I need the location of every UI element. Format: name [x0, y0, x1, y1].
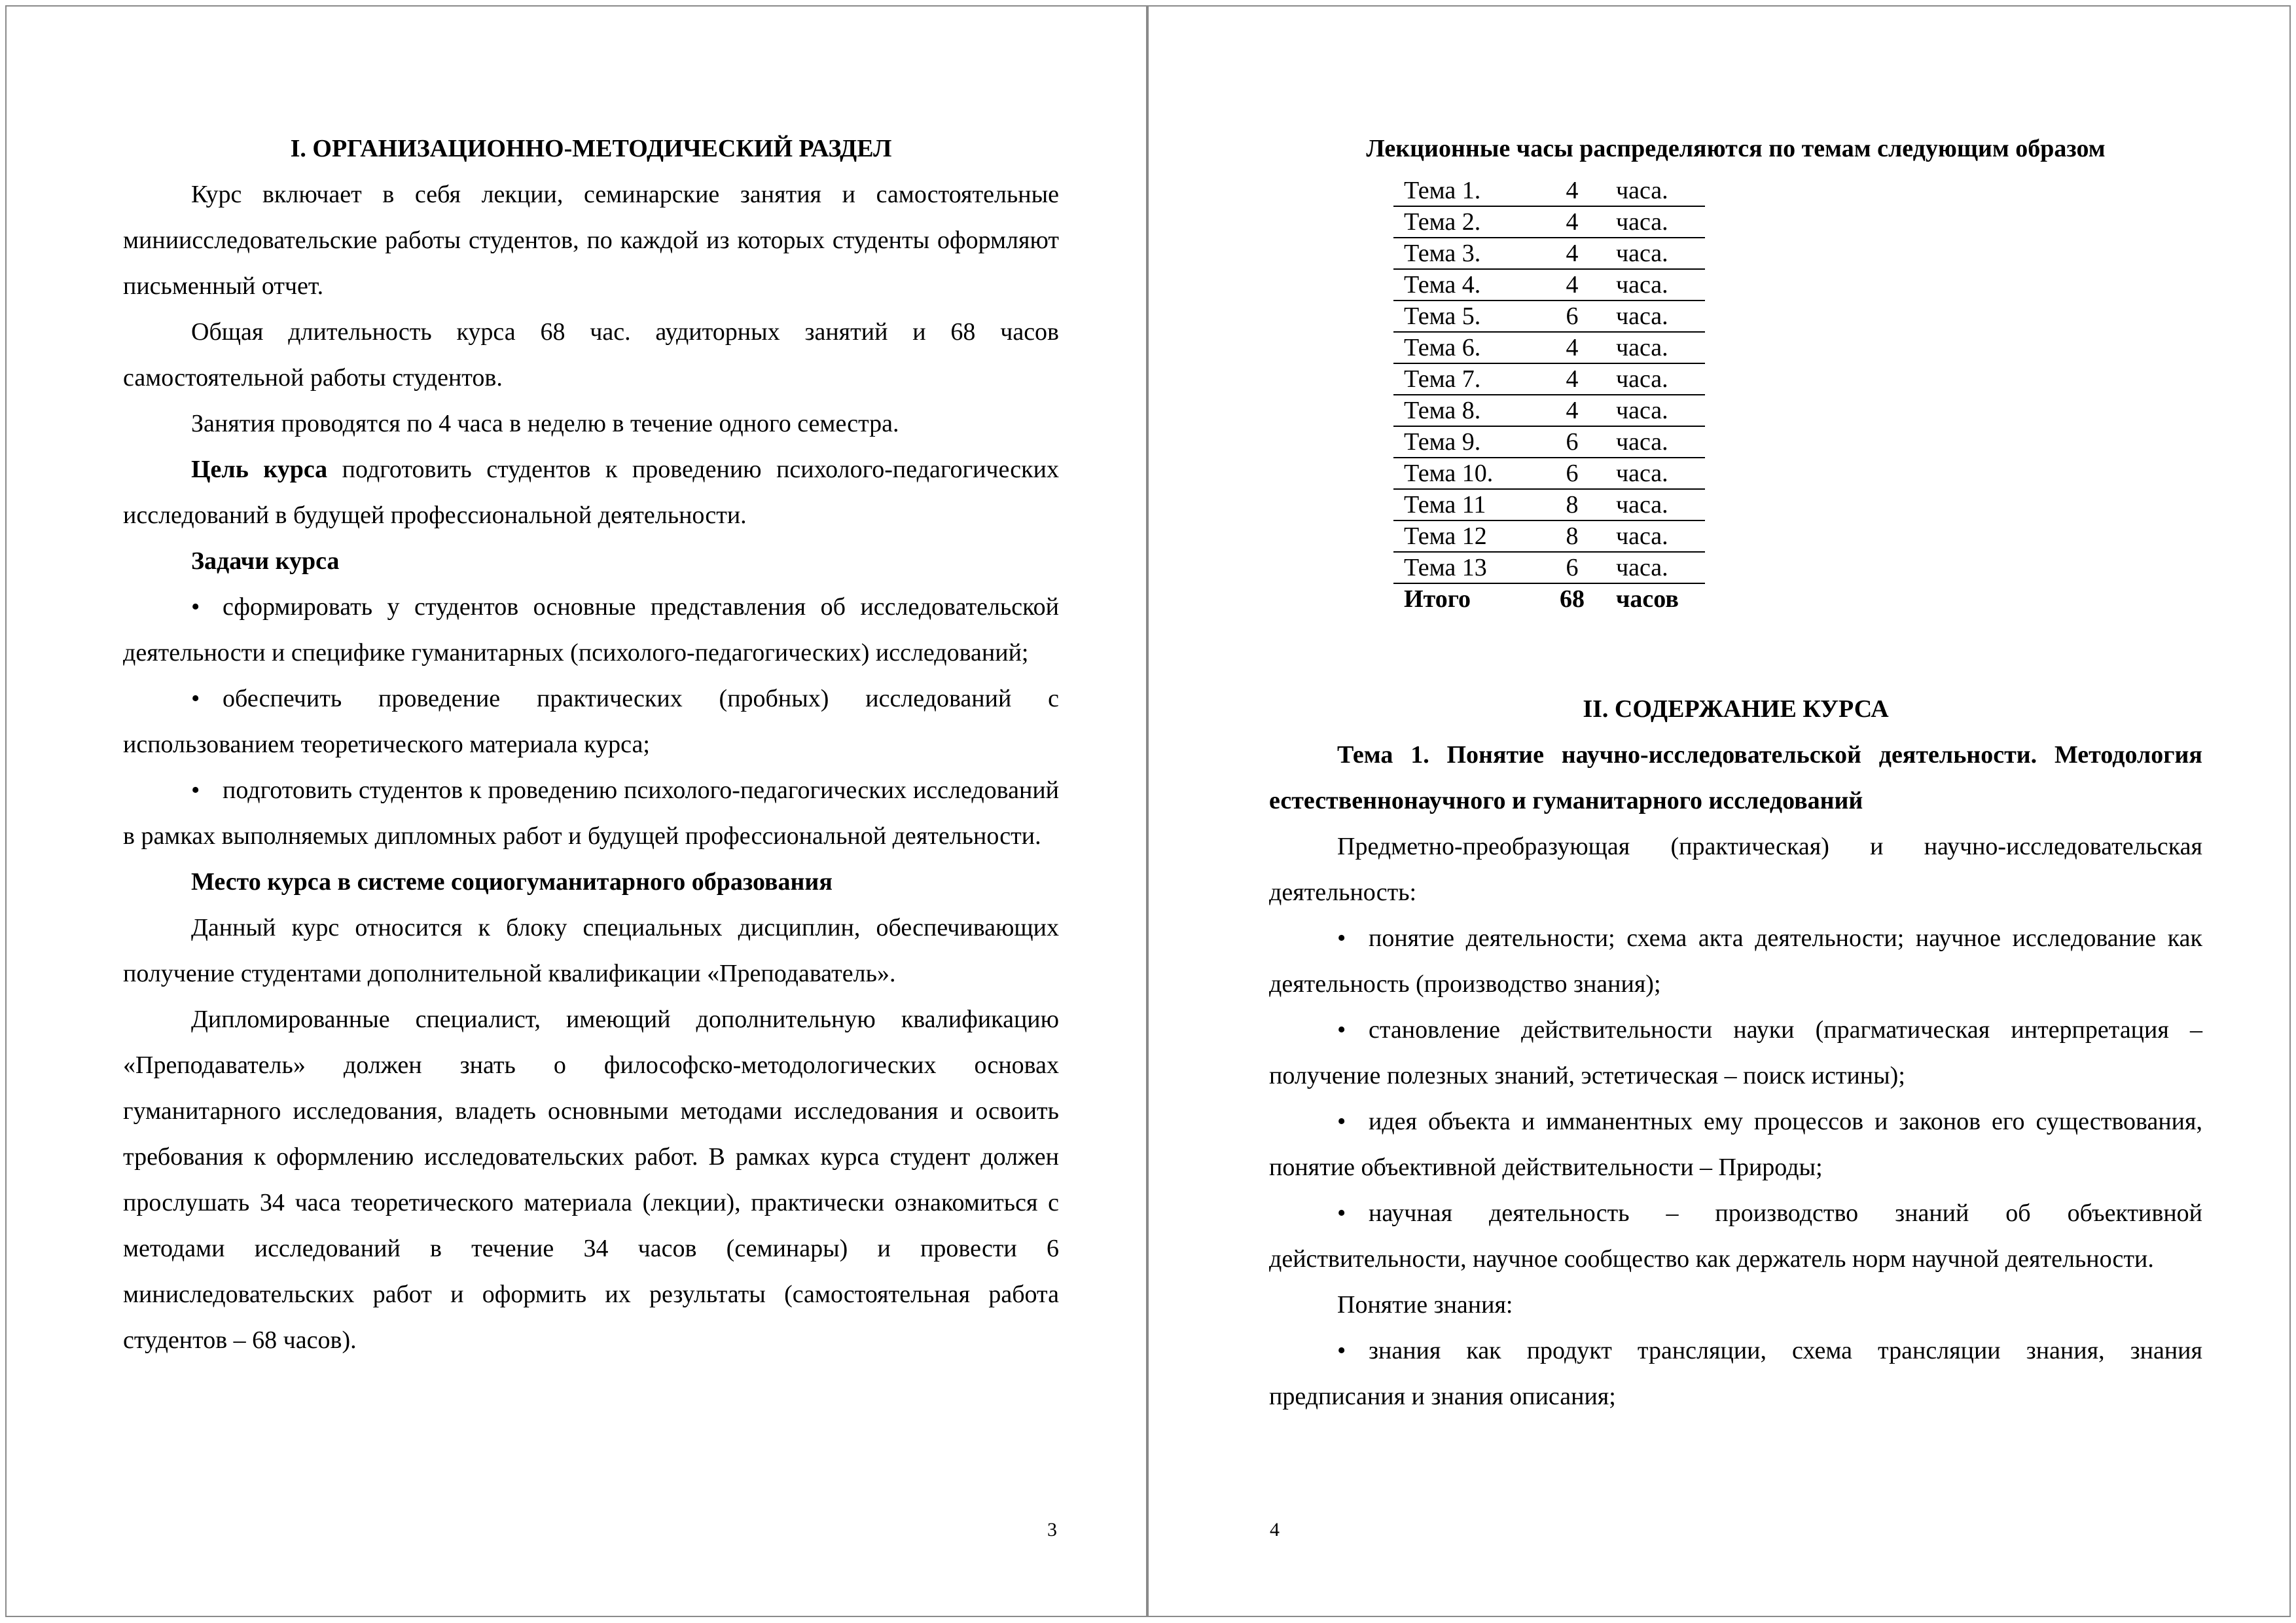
hours-cell: 4: [1539, 363, 1605, 395]
table-row: [1393, 489, 1705, 520]
paragraph-specialist: Дипломированные специалист, имеющий дополнительную квалификацию «Преподаватель» должен знать о философско-методологических основах гуманитарного исследования, владеть основными методами исследования и освоить требования к оформлению исследовательских работ. В рамках курса студент должен прослушать 34 часа теоретического материала (лекции), практически ознакомиться с методами исследований в течение 34 часов (семинары) и провести 6 миниследовательских работ и оформить их результаты (самостоятельная работа студентов – 68 часов).: [123, 1006, 1059, 1354]
topic-cell: Тема 12: [1393, 520, 1539, 552]
topic-1-title: Тема 1. Понятие научно-исследовательской деятельности. Методология естественнонаучного и гуманитарного исследований: [1269, 741, 2202, 814]
page-number: 3: [1047, 1519, 1057, 1541]
table-row: [1393, 206, 1705, 238]
goal-label: Цель курса: [191, 456, 328, 483]
topic-cell: Тема 5.: [1393, 301, 1539, 332]
paragraph-schedule: Занятия проводятся по 4 часа в неделю в течение одного семестра.: [191, 410, 899, 437]
paragraph-activity: Предметно-преобразующая (практическая) и научно-исследовательская деятельность:: [1269, 833, 2202, 906]
knowledge-text: знания как продукт трансляции, схема трансляции знания, знания предписания и знания описания;: [1269, 1337, 2202, 1410]
topic-cell: Тема 11: [1393, 489, 1539, 520]
paragraph-knowledge: Понятие знания:: [1337, 1291, 1513, 1319]
list-item: [1269, 1007, 2202, 1099]
section-heading-organizational: I. ОРГАНИЗАЦИОННО-МЕТОДИЧЕСКИЙ РАЗДЕЛ: [290, 135, 892, 162]
hours-cell: 4: [1539, 206, 1605, 238]
spacer: [1269, 614, 2202, 686]
paragraph-course-duration: Общая длительность курса 68 час. аудиторных занятий и 68 часов самостоятельной работы студентов.: [123, 318, 1059, 392]
bullet-icon: •: [1337, 924, 1346, 952]
unit-cell: часа.: [1605, 269, 1705, 301]
unit-cell: часа.: [1605, 175, 1705, 206]
bullet-icon: •: [1337, 1199, 1346, 1227]
page-right: [1147, 5, 2291, 1617]
hours-cell: 4: [1539, 269, 1605, 301]
goal-text: подготовить студентов к проведению психолого-педагогических исследований в будущей профессиональной деятельности.: [123, 456, 1059, 529]
topic-cell: Тема 4.: [1393, 269, 1539, 301]
topic-cell: Тема 10.: [1393, 458, 1539, 489]
list-item: [123, 676, 1059, 767]
topic-cell: Тема 2.: [1393, 206, 1539, 238]
unit-cell: часа.: [1605, 520, 1705, 552]
table-row: [1393, 395, 1705, 426]
paragraph-course-goal: [123, 447, 1059, 538]
hours-cell: 4: [1539, 238, 1605, 269]
paragraph-course-structure: Курс включает в себя лекции, семинарские занятия и самостоятельные миниисследовательские работы студентов, по каждой из которых студенты оформляют письменный отчет.: [123, 181, 1059, 300]
bullet-icon: •: [1337, 1016, 1346, 1044]
unit-cell: часа.: [1605, 426, 1705, 458]
topic-cell: Тема 8.: [1393, 395, 1539, 426]
total-hours-cell: 68: [1560, 585, 1585, 613]
lecture-hours-title: Лекционные часы распределяются по темам следующим образом: [1366, 135, 2106, 162]
unit-cell: часа.: [1605, 206, 1705, 238]
topic-cell: Тема 9.: [1393, 426, 1539, 458]
list-item: [1269, 1099, 2202, 1190]
tasks-heading: Задачи курса: [191, 547, 340, 575]
page-right-content: [1269, 126, 2202, 1419]
activity-text: идея объекта и имманентных ему процессов и законов его существования, понятие объективной действительности – Природы;: [1269, 1108, 2202, 1181]
bullet-icon: •: [1337, 1337, 1346, 1364]
hours-cell: 8: [1539, 520, 1605, 552]
page-left-content: [123, 126, 1059, 1363]
task-text: сформировать у студентов основные представления об исследовательской деятельности и специфике гуманитарных (психолого-педагогических) исследований;: [123, 593, 1059, 666]
section-heading-content: II. СОДЕРЖАНИЕ КУРСА: [1583, 695, 1889, 723]
hours-cell: 4: [1539, 332, 1605, 363]
hours-cell: 6: [1539, 552, 1605, 583]
unit-cell: часа.: [1605, 301, 1705, 332]
table-row: [1393, 238, 1705, 269]
table-row: [1393, 552, 1705, 583]
paragraph-course-place: Данный курс относится к блоку специальных дисциплин, обеспечивающих получение студентами дополнительной квалификации «Преподаватель».: [123, 914, 1059, 987]
activity-text: становление действительности науки (прагматическая интерпретация – получение полезных знаний, эстетическая – поиск истины);: [1269, 1016, 2202, 1089]
total-label-cell: Итого: [1404, 585, 1471, 613]
unit-cell: часа.: [1605, 458, 1705, 489]
unit-cell: часа.: [1605, 489, 1705, 520]
table-row: [1393, 363, 1705, 395]
list-item: [1269, 915, 2202, 1007]
bullet-icon: •: [191, 593, 200, 621]
table-row: [1393, 458, 1705, 489]
table-row: [1393, 332, 1705, 363]
table-row: [1393, 301, 1705, 332]
unit-cell: часа.: [1605, 238, 1705, 269]
unit-cell: часа.: [1605, 395, 1705, 426]
hours-cell: 6: [1539, 458, 1605, 489]
table-row: [1393, 175, 1705, 206]
table-row: [1393, 269, 1705, 301]
task-text: подготовить студентов к проведению психолого-педагогических исследований в рамках выполняемых дипломных работ и будущей профессиональной деятельности.: [123, 776, 1059, 850]
topic-cell: Тема 1.: [1393, 175, 1539, 206]
page-left: [5, 5, 1147, 1617]
list-item: [123, 584, 1059, 676]
list-item: [123, 767, 1059, 859]
hours-cell: 8: [1539, 489, 1605, 520]
hours-cell: 4: [1539, 395, 1605, 426]
page-number: 4: [1270, 1519, 1280, 1541]
total-unit-cell: часов: [1616, 585, 1679, 613]
list-item: [1269, 1328, 2202, 1419]
topic-cell: Тема 13: [1393, 552, 1539, 583]
bullet-icon: •: [191, 776, 200, 804]
hours-cell: 4: [1539, 175, 1605, 206]
topic-cell: Тема 3.: [1393, 238, 1539, 269]
table-row: [1393, 426, 1705, 458]
table-row: [1393, 520, 1705, 552]
topic-cell: Тема 7.: [1393, 363, 1539, 395]
bullet-icon: •: [191, 685, 200, 712]
bullet-icon: •: [1337, 1108, 1346, 1135]
list-item: [1269, 1190, 2202, 1282]
table-total-row: [1393, 583, 1705, 614]
place-heading: Место курса в системе социогуманитарного образования: [191, 868, 833, 896]
hours-cell: 6: [1539, 426, 1605, 458]
activity-text: понятие деятельности; схема акта деятельности; научное исследование как деятельность (производство знания);: [1269, 924, 2202, 998]
activity-text: научная деятельность – производство знаний об объективной действительности, научное сообщество как держатель норм научной деятельности.: [1269, 1199, 2202, 1273]
task-text: обеспечить проведение практических (пробных) исследований с использованием теоретического материала курса;: [123, 685, 1059, 758]
unit-cell: часа.: [1605, 332, 1705, 363]
unit-cell: часа.: [1605, 552, 1705, 583]
hours-cell: 6: [1539, 301, 1605, 332]
lecture-hours-table: [1393, 175, 1705, 614]
topic-cell: Тема 6.: [1393, 332, 1539, 363]
unit-cell: часа.: [1605, 363, 1705, 395]
